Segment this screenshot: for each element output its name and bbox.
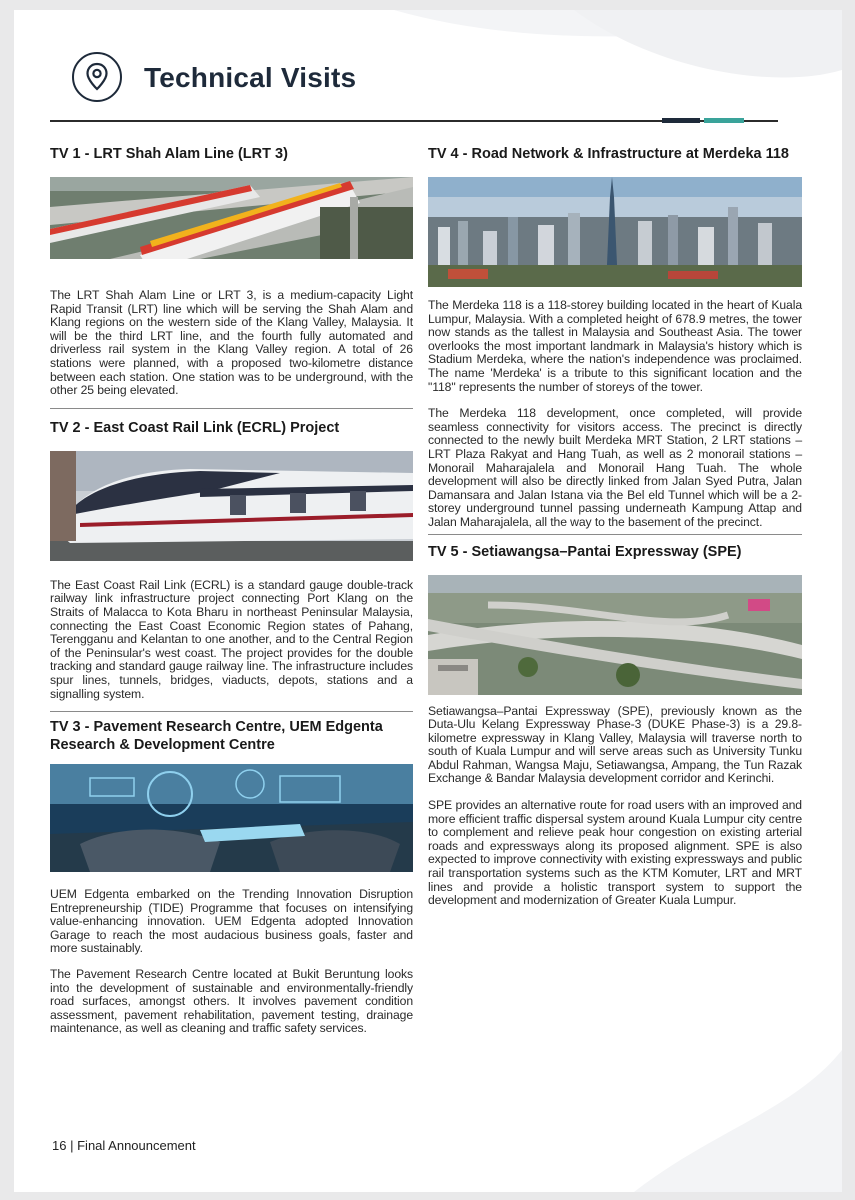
tv3-heading: TV 3 - Pavement Research Centre, UEM Edgenta Research & Development Centre xyxy=(50,719,383,754)
document-page xyxy=(14,10,842,1192)
tv3-paragraph-2: The Pavement Research Centre located at Bukit Beruntung looks into the development of sustainable and environmentally-friendly road surfaces, amongst others. It involves pavement condition assessment, pavement rehabilitation, pavement testing, drainage maintenance, as well as cleaning and traffic safety services. xyxy=(50,967,413,1036)
tv5-paragraph-1: Setiawangsa–Pantai Expressway (SPE), previously known as the Duta-Ulu Kelang Expressway Phase-3 (DUKE Phase-3) is a 29.8-kilometre expressway in Klang Valley, Malaysia will traverse north to south of Kuala Lumpur and will serve areas such as University Tunku Abdul Rahman, Wangsa Maju, Setiawangsa, Ampang, the Tun Razak Exchange & Bandar Malaysia development corridor and Kerinchi. xyxy=(428,703,802,786)
tv5-heading: TV 5 - Setiawangsa–Pantai Expressway (SPE) xyxy=(428,543,742,560)
expressway-aerial-photo xyxy=(428,575,802,695)
tv4-paragraph-2: The Merdeka 118 development, once completed, will provide seamless connectivity for visitors access. The precinct is directly connected to the newly built Merdeka MRT Station, 2 LRT stations – LRT Plaza Rakyat and Hang Tuah, as well as 2 monorail stations – Monorail Maharajalela and Monorail Hang Tuah. The whole development will also be directly linked from Jalan Syed Putra, Jalan Damansara and Jalan Istana via the Bel eld Tunnel which will be a 2-storey underground tunnel passing underneath Kampung Attap and Jalan Maharajalela, all the way to the basement of the precinct. xyxy=(428,406,802,529)
tv3-paragraph-1: UEM Edgenta embarked on the Trending Innovation Disruption Entrepreneurship (TIDE) Programme that focuses on intensifying value-enhancing innovation. UEM Edgenta adopted Innovation Garage to reach the most audacious business goals, faster and more sustainably. xyxy=(50,887,413,956)
page-title: Technical Visits xyxy=(144,62,357,93)
tv2-paragraph: The East Coast Rail Link (ECRL) is a standard gauge double-track railway link infrastructure project connecting Port Klang on the Straits of Malacca to Kota Bharu in northeast Peninsular Malaysia, connecting the East Coast Economic Region states of Pahang, Terengganu and Kelantan to one another, and to the Central Region of the Peninsular's west coast. The project provides for the double tracking and standard gauge railway line. The infrastructure includes spur lines, tunnels, bridges, viaducts, depots, stations and a signalling system. xyxy=(50,577,413,701)
tv4-paragraph-1: The Merdeka 118 is a 118-storey building located in the heart of Kuala Lumpur, Malaysia. With a completed height of 678.9 metres, the tower now stands as the tallest in Malaysia and Southeast Asia. The tower overlooks the most important landmark in Malaysia's history which is Stadium Merdeka, where the nation's independence was proclaimed. The name 'Merdeka' is a tribute to this significant location and the "118" represents the number of storeys of the tower. xyxy=(428,298,802,394)
rule-accent-teal xyxy=(704,118,744,123)
lrt-train-photo xyxy=(50,177,413,259)
page-number: 16 xyxy=(52,1138,67,1153)
location-pin-icon xyxy=(72,52,122,102)
page-footer xyxy=(52,1138,196,1153)
tv5-paragraph-2: SPE provides an alternative route for road users with an improved and more efficient traffic dispersal system around Kuala Lumpur city centre to complement and relieve peak hour congestion on existing arterial roads and expressways along its proposed alignment. SPE is also expected to improve connectivity with existing expressways and public rail transportation systems such as the KTM Komuter, LRT and MRT lines and provide a holistic transport system to support the development and modernization of Greater Kuala Lumpur. xyxy=(428,798,802,908)
tv1-paragraph: The LRT Shah Alam Line or LRT 3, is a medium-capacity Light Rapid Transit (LRT) line which will be serving the Shah Alam and Klang regions on the western side of the Klang Valley, Malaysia. It will be the third LRT line, and the fourth fully automated and driverless rail system in the Klang Valley region. A total of 26 stations were planned, with a proposed two-kilometre distance between each station. One station was to be underground, with the other 25 being elevated. xyxy=(50,288,413,398)
footer-separator: | xyxy=(70,1138,74,1153)
left-column xyxy=(50,145,413,1036)
tv2-heading: TV 2 - East Coast Rail Link (ECRL) Project xyxy=(50,419,340,436)
merdeka-118-skyline-photo xyxy=(428,177,802,287)
tv4-heading: TV 4 - Road Network & Infrastructure at Merdeka 118 xyxy=(428,146,789,162)
digital-innovation-photo xyxy=(50,764,413,872)
footer-label: Final Announcement xyxy=(77,1138,196,1153)
tv1-heading: TV 1 - LRT Shah Alam Line (LRT 3) xyxy=(50,146,288,162)
right-column xyxy=(428,145,802,908)
rule-accent-navy xyxy=(662,118,700,123)
ecrl-train-photo xyxy=(50,451,413,561)
